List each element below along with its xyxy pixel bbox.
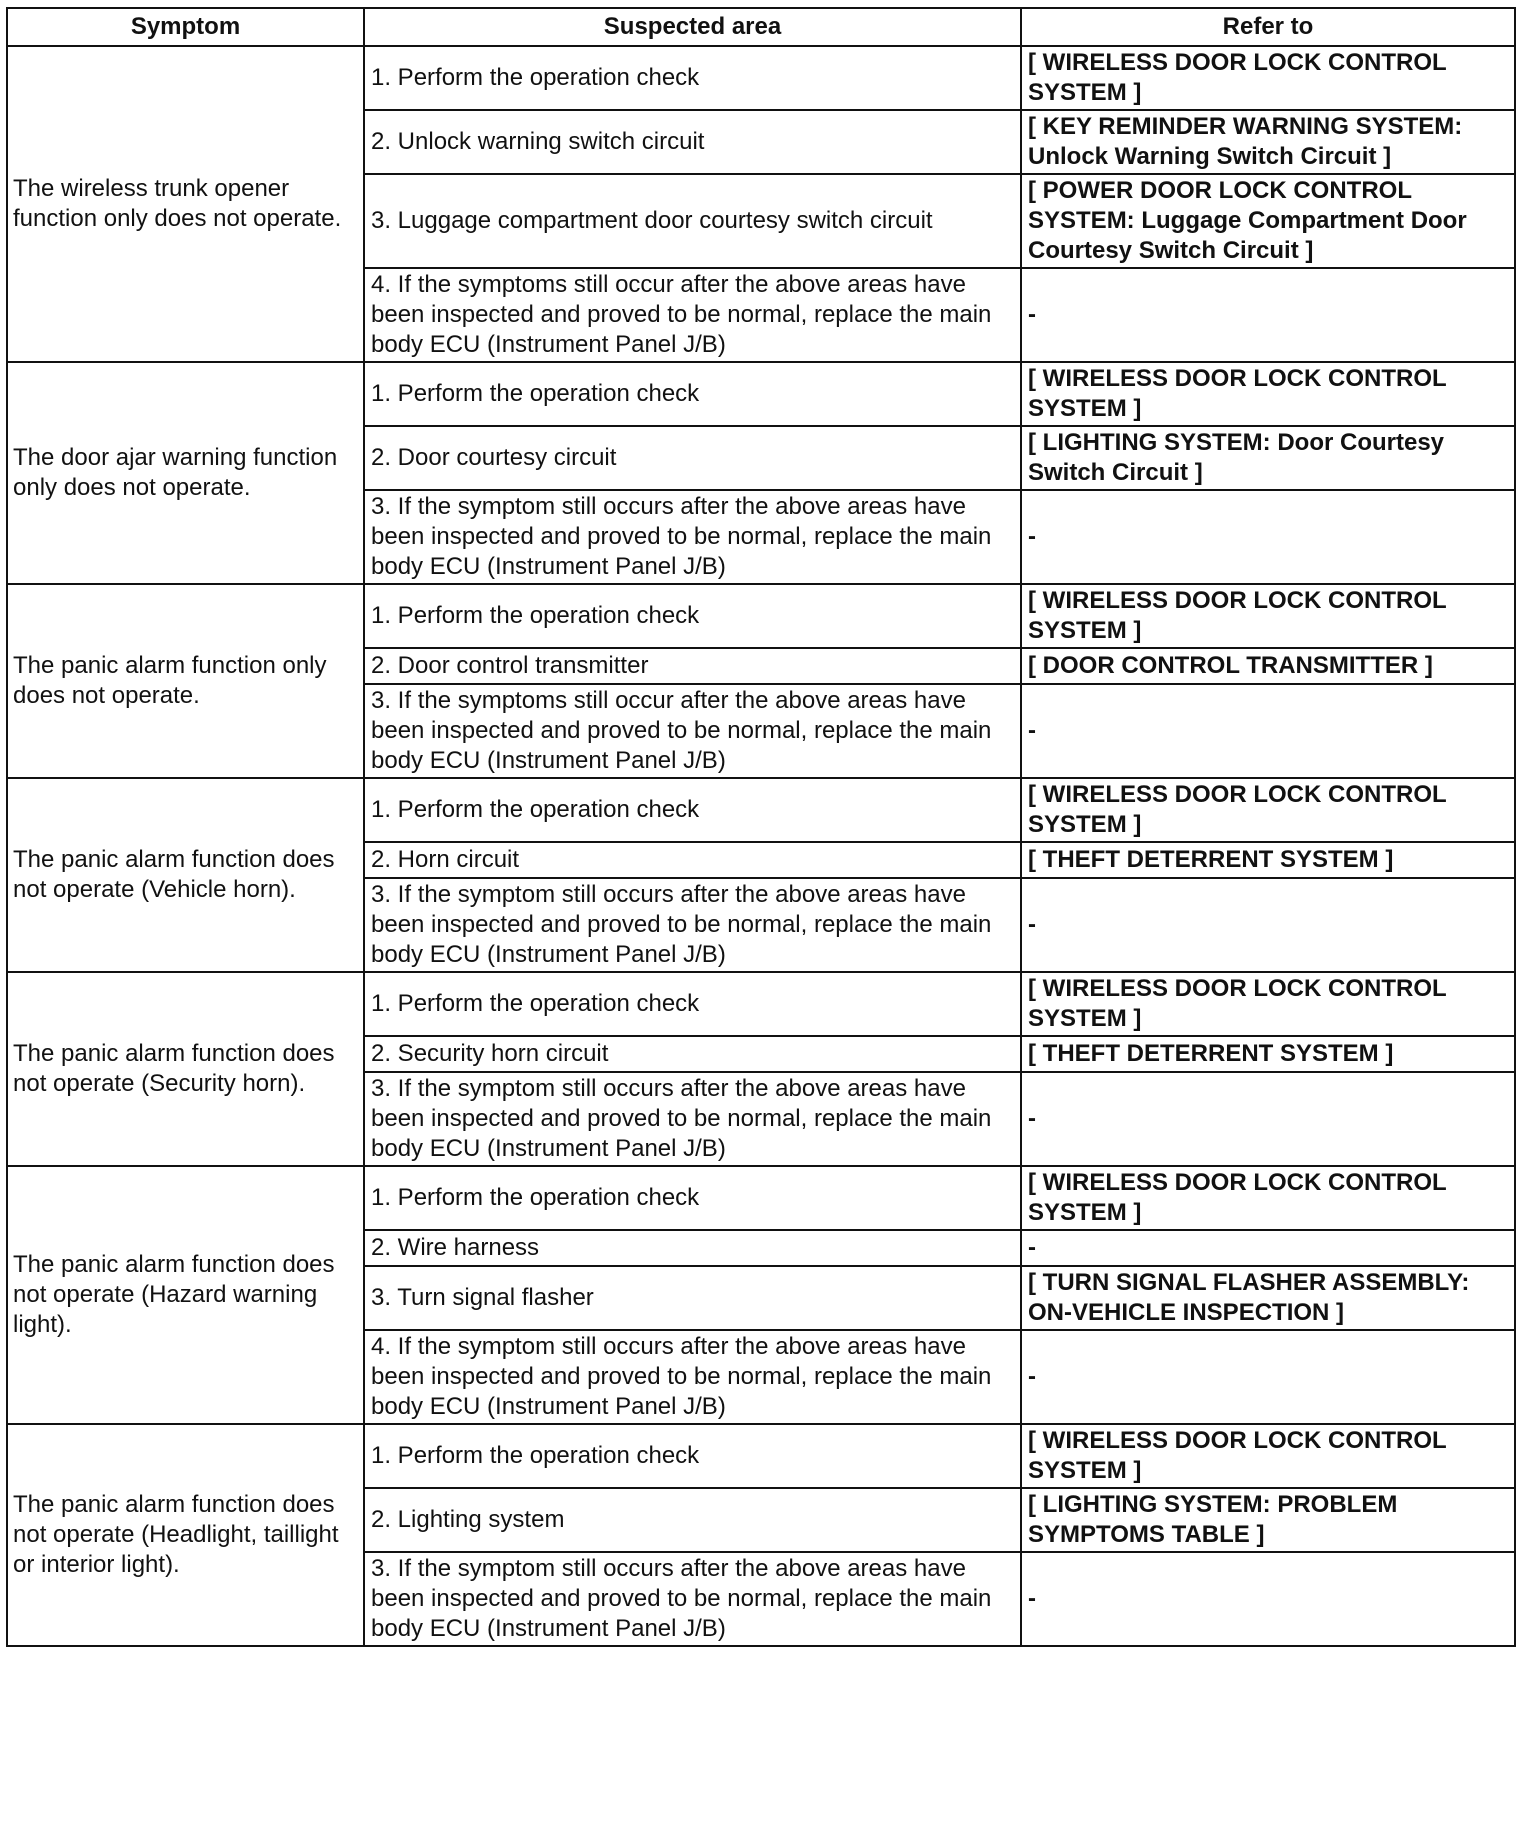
refer-to-cell: - xyxy=(1021,268,1515,362)
suspected-area-cell: 2. Unlock warning switch circuit xyxy=(364,110,1021,174)
table-row xyxy=(7,584,1515,648)
suspected-area-cell: 3. Turn signal flasher xyxy=(364,1266,1021,1330)
refer-to-cell: [ WIRELESS DOOR LOCK CONTROL SYSTEM ] xyxy=(1021,1166,1515,1230)
symptom-cell: The wireless trunk opener function only does not operate. xyxy=(7,46,364,362)
table-row xyxy=(7,972,1515,1036)
suspected-area-cell: 2. Door control transmitter xyxy=(364,648,1021,684)
table-row xyxy=(7,362,1515,426)
header-row xyxy=(7,8,1515,46)
suspected-area-cell: 1. Perform the operation check xyxy=(364,584,1021,648)
table-row xyxy=(7,46,1515,110)
suspected-area-cell: 1. Perform the operation check xyxy=(364,46,1021,110)
suspected-area-cell: 3. If the symptom still occurs after the above areas have been inspected and proved to be normal, replace the main body ECU (Instrument Panel J/B) xyxy=(364,1072,1021,1166)
refer-to-cell: [ WIRELESS DOOR LOCK CONTROL SYSTEM ] xyxy=(1021,584,1515,648)
table-row xyxy=(7,778,1515,842)
header-suspected-area: Suspected area xyxy=(364,8,1021,46)
refer-to-cell: [ DOOR CONTROL TRANSMITTER ] xyxy=(1021,648,1515,684)
refer-to-cell: - xyxy=(1021,878,1515,972)
symptom-cell: The panic alarm function does not operate (Headlight, taillight or interior light). xyxy=(7,1424,364,1646)
suspected-area-cell: 2. Lighting system xyxy=(364,1488,1021,1552)
problem-symptoms-table-container xyxy=(6,7,1514,1647)
refer-to-cell: [ POWER DOOR LOCK CONTROL SYSTEM: Luggage Compartment Door Courtesy Switch Circuit ] xyxy=(1021,174,1515,268)
suspected-area-cell: 3. If the symptom still occurs after the above areas have been inspected and proved to be normal, replace the main body ECU (Instrument Panel J/B) xyxy=(364,1552,1021,1646)
suspected-area-cell: 2. Wire harness xyxy=(364,1230,1021,1266)
suspected-area-cell: 2. Horn circuit xyxy=(364,842,1021,878)
header-symptom: Symptom xyxy=(7,8,364,46)
symptom-cell: The door ajar warning function only does not operate. xyxy=(7,362,364,584)
refer-to-cell: [ WIRELESS DOOR LOCK CONTROL SYSTEM ] xyxy=(1021,46,1515,110)
refer-to-cell: [ KEY REMINDER WARNING SYSTEM: Unlock Warning Switch Circuit ] xyxy=(1021,110,1515,174)
refer-to-cell: - xyxy=(1021,1072,1515,1166)
problem-symptoms-table xyxy=(6,7,1516,1647)
suspected-area-cell: 1. Perform the operation check xyxy=(364,1166,1021,1230)
refer-to-cell: [ WIRELESS DOOR LOCK CONTROL SYSTEM ] xyxy=(1021,362,1515,426)
suspected-area-cell: 4. If the symptoms still occur after the above areas have been inspected and proved to be normal, replace the main body ECU (Instrument Panel J/B) xyxy=(364,268,1021,362)
table-row xyxy=(7,1424,1515,1488)
refer-to-cell: - xyxy=(1021,490,1515,584)
refer-to-cell: [ THEFT DETERRENT SYSTEM ] xyxy=(1021,1036,1515,1072)
symptom-cell: The panic alarm function does not operate (Vehicle horn). xyxy=(7,778,364,972)
suspected-area-cell: 1. Perform the operation check xyxy=(364,972,1021,1036)
symptom-cell: The panic alarm function does not operate (Hazard warning light). xyxy=(7,1166,364,1424)
table-row xyxy=(7,1166,1515,1230)
symptom-cell: The panic alarm function only does not operate. xyxy=(7,584,364,778)
suspected-area-cell: 4. If the symptom still occurs after the above areas have been inspected and proved to be normal, replace the main body ECU (Instrument Panel J/B) xyxy=(364,1330,1021,1424)
header-refer-to: Refer to xyxy=(1021,8,1515,46)
refer-to-cell: - xyxy=(1021,1552,1515,1646)
suspected-area-cell: 1. Perform the operation check xyxy=(364,778,1021,842)
refer-to-cell: [ LIGHTING SYSTEM: Door Courtesy Switch Circuit ] xyxy=(1021,426,1515,490)
refer-to-cell: - xyxy=(1021,684,1515,778)
refer-to-cell: [ LIGHTING SYSTEM: PROBLEM SYMPTOMS TABLE ] xyxy=(1021,1488,1515,1552)
suspected-area-cell: 2. Security horn circuit xyxy=(364,1036,1021,1072)
refer-to-cell: [ THEFT DETERRENT SYSTEM ] xyxy=(1021,842,1515,878)
refer-to-cell: [ WIRELESS DOOR LOCK CONTROL SYSTEM ] xyxy=(1021,778,1515,842)
symptom-cell: The panic alarm function does not operate (Security horn). xyxy=(7,972,364,1166)
suspected-area-cell: 3. If the symptom still occurs after the above areas have been inspected and proved to be normal, replace the main body ECU (Instrument Panel J/B) xyxy=(364,878,1021,972)
refer-to-cell: [ WIRELESS DOOR LOCK CONTROL SYSTEM ] xyxy=(1021,1424,1515,1488)
refer-to-cell: [ TURN SIGNAL FLASHER ASSEMBLY: ON-VEHICLE INSPECTION ] xyxy=(1021,1266,1515,1330)
table-body xyxy=(7,46,1515,1646)
suspected-area-cell: 2. Door courtesy circuit xyxy=(364,426,1021,490)
suspected-area-cell: 1. Perform the operation check xyxy=(364,1424,1021,1488)
refer-to-cell: - xyxy=(1021,1230,1515,1266)
suspected-area-cell: 3. If the symptom still occurs after the above areas have been inspected and proved to be normal, replace the main body ECU (Instrument Panel J/B) xyxy=(364,490,1021,584)
refer-to-cell: - xyxy=(1021,1330,1515,1424)
refer-to-cell: [ WIRELESS DOOR LOCK CONTROL SYSTEM ] xyxy=(1021,972,1515,1036)
suspected-area-cell: 1. Perform the operation check xyxy=(364,362,1021,426)
suspected-area-cell: 3. If the symptoms still occur after the above areas have been inspected and proved to be normal, replace the main body ECU (Instrument Panel J/B) xyxy=(364,684,1021,778)
suspected-area-cell: 3. Luggage compartment door courtesy switch circuit xyxy=(364,174,1021,268)
